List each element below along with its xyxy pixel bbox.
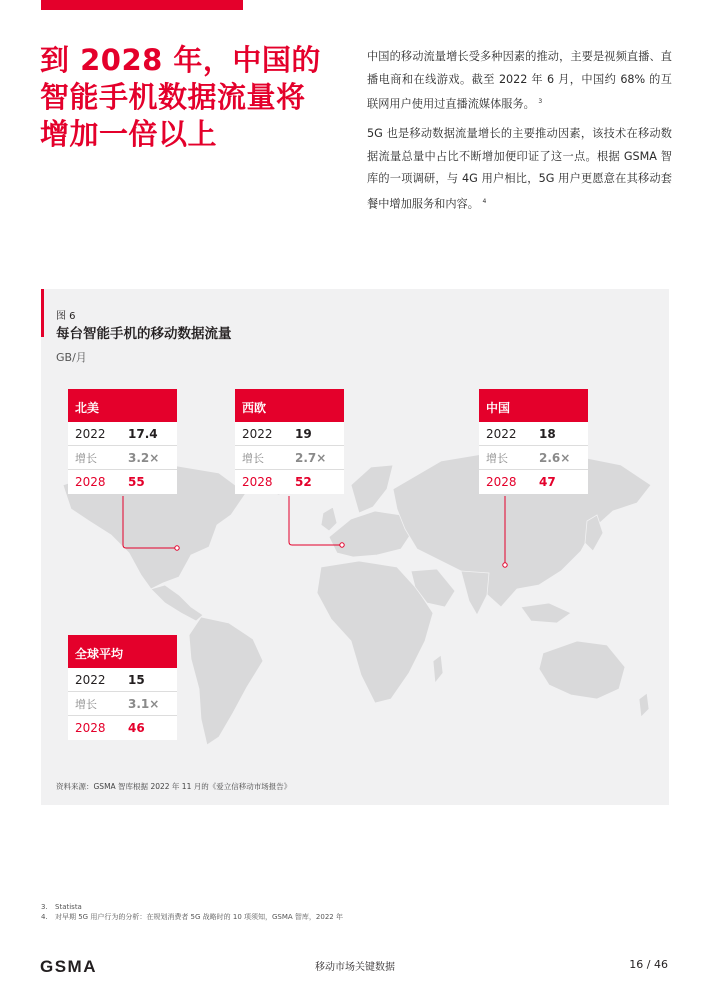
footnote-number: 4. xyxy=(41,913,48,921)
row-label: 增长 xyxy=(242,451,264,465)
row-2028 xyxy=(479,470,588,494)
row-label: 增长 xyxy=(486,451,508,465)
row-value: 3.1× xyxy=(128,696,160,711)
figure-source: 资料来源：GSMA 智库根据 2022 年 11 月的《爱立信移动市场报告》 xyxy=(56,782,292,791)
region-card-global-average xyxy=(68,635,177,740)
footnotes xyxy=(41,902,343,922)
new-zealand-shape xyxy=(639,693,649,717)
australia-shape xyxy=(539,641,625,699)
row-label: 增长 xyxy=(75,451,97,465)
footnote-ref-3[interactable]: 3 xyxy=(538,98,543,105)
headline-line-3: 增加一倍以上 xyxy=(40,117,218,151)
region-card-north-america xyxy=(68,389,177,494)
row-label: 增长 xyxy=(75,697,97,711)
figure-accent-bar xyxy=(41,289,44,337)
page-headline xyxy=(40,42,340,153)
row-label: 2028 xyxy=(486,475,517,489)
row-label: 2028 xyxy=(75,475,106,489)
row-value: 55 xyxy=(128,475,145,489)
row-label: 2028 xyxy=(242,475,273,489)
footer-title: 移动市场关键数据 xyxy=(315,962,395,973)
page-number: 16 / 46 xyxy=(629,958,668,971)
footnote-number: 3. xyxy=(41,903,48,911)
row-2022 xyxy=(479,422,588,446)
row-value: 19 xyxy=(295,426,312,441)
row-2022 xyxy=(235,422,344,446)
row-growth xyxy=(235,446,344,470)
southeast-asia-shape xyxy=(521,603,571,623)
headline-line-1: 到 2028 年，中国的 xyxy=(40,43,321,77)
marker-north-america xyxy=(175,546,179,550)
row-value: 2.7× xyxy=(295,450,327,465)
central-america-shape xyxy=(151,585,203,621)
intro-paragraph-1: 中国的移动流量增长受多种因素的推动，主要是视频直播、直播电商和在线游戏。截至 2022 年 6 月，中国约 68% 的互联网用户使用过直播流媒体服务。 $^3$ xyxy=(367,50,672,111)
headline-line-2: 智能手机数据流量将 xyxy=(40,80,306,114)
row-2022 xyxy=(68,422,177,446)
region-card-china xyxy=(479,389,588,494)
row-2028 xyxy=(68,716,177,740)
row-label: 2028 xyxy=(75,721,106,735)
scandinavia-shape xyxy=(351,465,393,513)
row-2028 xyxy=(235,470,344,494)
figure-title: 每台智能手机的移动数据流量 xyxy=(56,326,232,342)
intro-text xyxy=(367,46,672,223)
footnote-ref-4[interactable]: 4 xyxy=(482,197,487,205)
uk-shape xyxy=(321,507,337,531)
intro-paragraph-2: 5G 也是移动数据流量增长的主要推动因素，该技术在移动数据流量总量中占比不断增加便印证了这一点。根据 GSMA 智库的一项调研，与 4G 用户相比，5G 用户更愿意在其移动套餐中增加服务和内容。 $^4$ xyxy=(367,127,672,211)
madagascar-shape xyxy=(433,655,443,683)
south-america-shape xyxy=(189,617,263,745)
region-card-western-europe xyxy=(235,389,344,494)
row-2028 xyxy=(68,470,177,494)
row-value: 47 xyxy=(539,475,556,489)
row-value: 18 xyxy=(539,426,556,441)
region-name: 全球平均 xyxy=(68,635,177,668)
footnote-3 xyxy=(41,902,343,912)
row-value: 3.2× xyxy=(128,450,160,465)
row-value: 15 xyxy=(128,672,145,687)
logo-text: GSMA xyxy=(40,958,97,974)
row-value: 17.4 xyxy=(128,426,158,441)
marker-western-europe xyxy=(340,543,344,547)
top-accent-bar xyxy=(41,0,243,10)
figure-panel xyxy=(41,289,669,805)
footnote-text: Statista xyxy=(55,903,82,911)
figure-number: 图 6 xyxy=(56,311,76,322)
row-label: 2022 xyxy=(75,672,106,687)
footnote-4 xyxy=(41,912,343,922)
footnote-text: 对早期 5G 用户行为的分析：在规划消费者 5G 战略时的 10 项须知，GSMA 智库，2022 年 xyxy=(55,913,343,921)
row-growth xyxy=(68,446,177,470)
region-name: 北美 xyxy=(68,389,177,422)
region-name: 西欧 xyxy=(235,389,344,422)
india-shape xyxy=(461,571,489,615)
row-label: 2022 xyxy=(486,426,517,441)
row-value: 2.6× xyxy=(539,450,571,465)
region-name: 中国 xyxy=(479,389,588,422)
figure-unit: GB/月 xyxy=(56,351,87,364)
row-label: 2022 xyxy=(75,426,106,441)
row-value: 46 xyxy=(128,721,145,735)
row-growth xyxy=(479,446,588,470)
row-2022 xyxy=(68,668,177,692)
marker-china xyxy=(503,563,507,567)
row-growth xyxy=(68,692,177,716)
row-label: 2022 xyxy=(242,426,273,441)
row-value: 52 xyxy=(295,475,312,489)
